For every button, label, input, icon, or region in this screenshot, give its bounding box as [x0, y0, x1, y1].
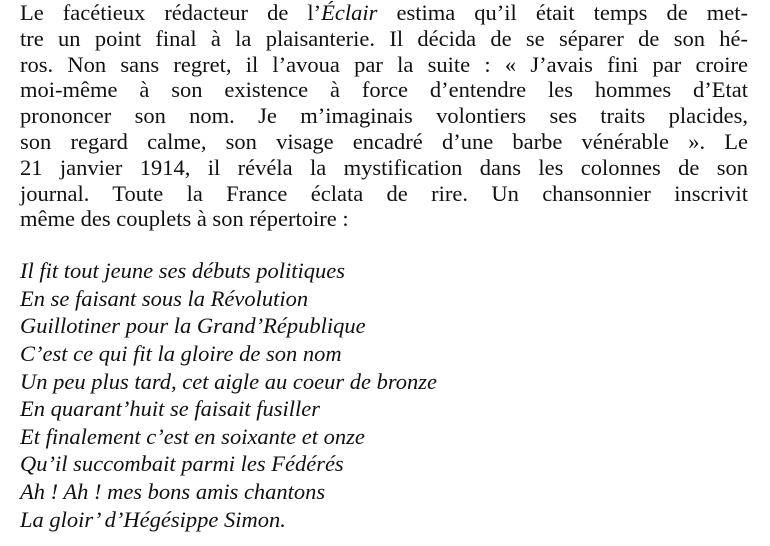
verse-line: Un peu plus tard, cet aigle au coeur de bronze: [20, 368, 438, 394]
prose-line: [20, 0, 748, 26]
verse-line: Guillotiner pour la Grand’République: [20, 313, 366, 339]
prose-line: même des couplets à son répertoire :: [20, 206, 349, 232]
prose-paragraph: [20, 0, 748, 232]
verse-line: C’est ce qui fit la gloire de son nom: [20, 340, 342, 366]
verse-line: Qu’il succombait parmi les Fédérés: [20, 451, 344, 477]
prose-line: tre un point final à la plaisanterie. Il décida de se séparer de son hé-: [20, 25, 748, 51]
prose-line: 21 janvier 1914, il révéla la mystification dans les colonnes de son: [20, 154, 748, 180]
document-page: [20, 0, 748, 533]
verse-line: Et finalement c’est en soixante et onze: [20, 423, 365, 449]
prose-text: estima qu’il était temps de met-: [377, 0, 748, 25]
verse-line: Il fit tout jeune ses débuts politiques: [20, 258, 345, 284]
prose-line: ros. Non sans regret, il l’avoua par la suite : « J’avais fini par croire: [20, 51, 748, 77]
verse-line: La gloir’ d’Hégésippe Simon.: [20, 506, 286, 532]
prose-line: son regard calme, son visage encadré d’une barbe vénérable ». Le: [20, 128, 748, 154]
verse-line: En se faisant sous la Révolution: [20, 285, 309, 311]
song-verse: [20, 257, 748, 533]
prose-line: moi-même à son existence à force d’entendre les hommes d’Etat: [20, 77, 748, 103]
prose-line: prononcer son nom. Je m’imaginais volontiers ses traits placides,: [20, 103, 748, 129]
verse-line: En quarant’huit se faisait fusiller: [20, 396, 321, 422]
prose-text: Le facétieux rédacteur de l’: [20, 0, 322, 25]
verse-line: Ah ! Ah ! mes bons amis chantons: [20, 478, 326, 504]
prose-line: journal. Toute la France éclata de rire. Un chansonnier inscrivit: [20, 180, 748, 206]
newspaper-title: Éclair: [321, 0, 378, 25]
